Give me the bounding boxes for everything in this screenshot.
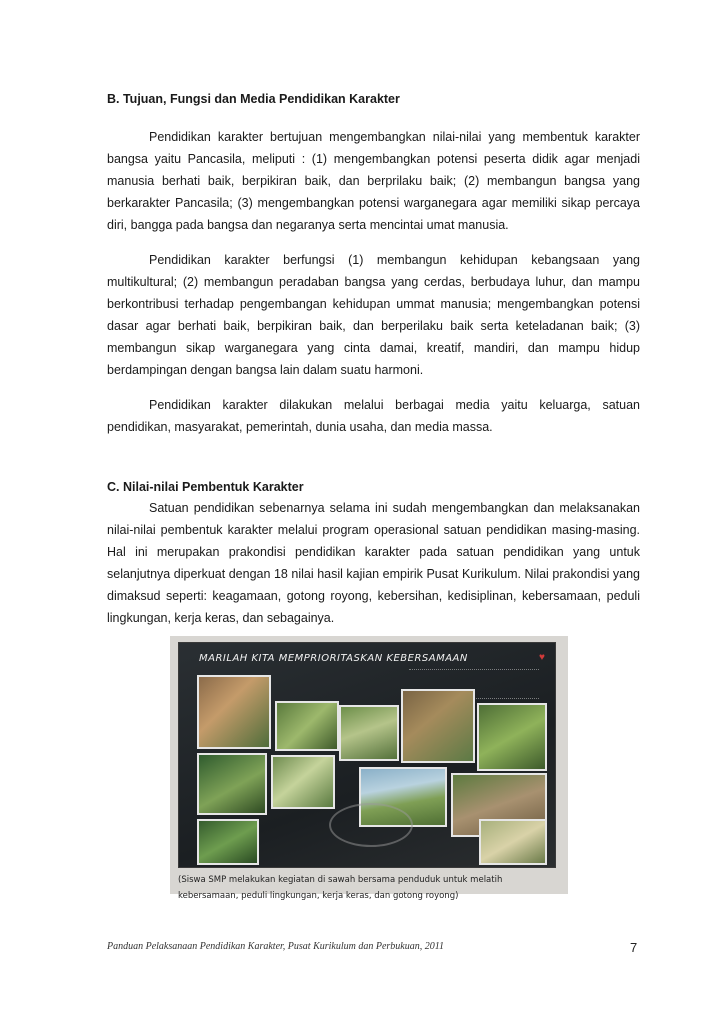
page-number: 7 bbox=[630, 940, 638, 955]
photo-thumbnail bbox=[479, 819, 547, 865]
photo-thumbnail bbox=[197, 753, 267, 815]
section-b-heading: B. Tujuan, Fungsi dan Media Pendidikan Karakter bbox=[107, 92, 400, 106]
caption-line-2: kebersamaan, peduli lingkungan, kerja keras, dan gotong royong) bbox=[178, 891, 459, 901]
photo-thumbnail bbox=[197, 675, 271, 749]
section-c-paragraph-1: Satuan pendidikan sebenarnya selama ini sudah mengembangkan dan melaksanakan nilai-nilai pembentuk karakter melalui program operasional satuan pendidikan masing-masing. Hal ini merupakan prakondisi pendidikan karakter pada satuan pendidikan yang untuk selanjutnya diperkuat dengan 18 nilai hasil kajian empirik Pusat Kurikulum. Nilai prakondisi yang dimaksud seperti: keagamaan, gotong royong, kebersihan, kedisiplinan, kebersamaan, peduli lingkungan, kerja keras, dan sebagainya. bbox=[107, 501, 640, 625]
photo-thumbnail bbox=[401, 689, 475, 763]
photo-thumbnail bbox=[477, 703, 547, 771]
page-footer: Panduan Pelaksanaan Pendidikan Karakter, Pusat Kurikulum dan Perbukuan, 2011 bbox=[107, 941, 444, 952]
figure-caption bbox=[178, 872, 538, 904]
poster-banner: MARILAH KITA MEMPRIORITASKAN KEBERSAMAAN bbox=[199, 653, 468, 664]
section-b-paragraph-1: Pendidikan karakter bertujuan mengembangkan nilai-nilai yang membentuk karakter bangsa yaitu Pancasila, meliputi : (1) mengembangkan potensi peserta didik agar menjadi manusia berhati baik, berpikiran baik, dan berprilaku baik; (2) membangun bangsa yang berkarakter Pancasila; (3) mengembangkan potensi warganegara agar memiliki sikap percaya diri, bangga pada bangsa dan negaranya serta mencintai umat manusia. bbox=[107, 130, 640, 232]
section-b-paragraph-3: Pendidikan karakter dilakukan melalui berbagai media yaitu keluarga, satuan pendidikan, masyarakat, pemerintah, dunia usaha, dan media massa. bbox=[107, 398, 640, 434]
photo-thumbnail bbox=[271, 755, 335, 809]
heart-icon: ♥ bbox=[539, 652, 545, 663]
photo-thumbnail bbox=[275, 701, 339, 751]
photo-thumbnail bbox=[197, 819, 259, 865]
section-b-paragraph-2: Pendidikan karakter berfungsi (1) membangun kehidupan kebangsaan yang multikultural; (2) membangun peradaban bangsa yang cerdas, berbudaya luhur, dan mampu berkontribusi terhadap pengembangan kehidupan ummat manusia; mengembangkan potensi dasar agar berhati baik, berpikiran baik, dan berperilaku baik serta keteladanan baik; (3) membangun sikap warganegara yang cinta damai, kreatif, mandiri, dan mampu hidup berdampingan dengan bangsa lain dalam suatu harmoni. bbox=[107, 253, 640, 377]
caption-line-1: (Siswa SMP melakukan kegiatan di sawah bersama penduduk untuk melatih bbox=[178, 875, 503, 885]
decorative-swirl bbox=[329, 803, 413, 847]
photo-thumbnail bbox=[339, 705, 399, 761]
section-c-heading: C. Nilai-nilai Pembentuk Karakter bbox=[107, 480, 304, 494]
poster-board bbox=[178, 642, 556, 868]
figure-photo bbox=[170, 636, 568, 894]
